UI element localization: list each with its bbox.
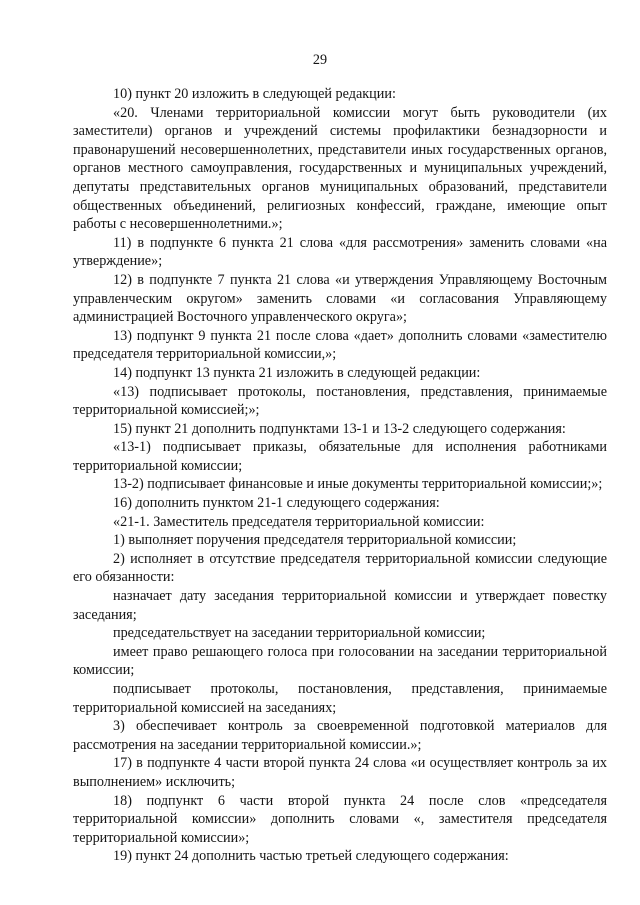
document-body: [73, 85, 607, 866]
paragraph-item-16: 16) дополнить пунктом 21-1 следующего содержания:: [113, 495, 440, 512]
paragraph-quote-13-2: 13-2) подписывает финансовые и иные документы территориальной комиссии;»;: [113, 476, 603, 493]
paragraph-item-10: 10) пункт 20 изложить в следующей редакции:: [113, 86, 396, 102]
paragraph-duty-schedule: назначает дату заседания территориальной комиссии и утверждает повестку заседания;: [73, 588, 607, 623]
paragraph-item-11: 11) в подпункте 6 пункта 21 слова «для рассмотрения» заменить словами «на утверждение»;: [73, 234, 607, 270]
paragraph-sub-3: 3) обеспечивает контроль за своевременной подготовкой материалов для рассмотрения на заседании территориальной комиссии.»;: [73, 718, 607, 753]
paragraph-quote-20: «20. Членами территориальной комиссии могут быть руководители (их заместители) органов и учреждений системы профилактики безнадзорности и правонарушений несовершеннолетних, представители иных государственных органов, органов местного самоуправления, государственных и муниципальных учреждений, депутаты представительных органов муниципальных образований, представители общественных объединений, религиозных конфессий, граждане, имеющие опыт работы с несовершеннолетними.»;: [73, 104, 607, 233]
paragraph-sub-2: 2) исполняет в отсутствие председателя территориальной комиссии следующие его обязанности:: [73, 550, 607, 586]
paragraph-duty-sign: подписывает протоколы, постановления, представления, принимаемые территориальной комиссией на заседаниях;: [73, 681, 607, 716]
paragraph-item-12: 12) в подпункте 7 пункта 21 слова «и утверждения Управляющему Восточным управленческим округом» заменить словами «и согласования Управляющему администрацией Восточного управленческого округа»;: [73, 271, 607, 326]
paragraph-quote-13: «13) подписывает протоколы, постановления, представления, принимаемые территориальной комиссией;»;: [73, 383, 607, 419]
paragraph-item-19: 19) пункт 24 дополнить частью третьей следующего содержания:: [113, 848, 509, 865]
paragraph-item-14: 14) подпункт 13 пункта 21 изложить в следующей редакции:: [113, 364, 481, 381]
page-number: 29: [312, 52, 328, 68]
paragraph-item-18: 18) подпункт 6 части второй пункта 24 после слов «председателя территориальной комиссии» дополнить словами «, заместителя председателя территориальной комиссии»;: [73, 792, 607, 846]
paragraph-item-15: 15) пункт 21 дополнить подпунктами 13-1 и 13-2 следующего содержания:: [113, 420, 566, 437]
paragraph-sub-1: 1) выполняет поручения председателя территориальной комиссии;: [113, 532, 517, 549]
paragraph-duty-vote: имеет право решающего голоса при голосовании на заседании территориальной комиссии;: [73, 643, 607, 679]
paragraph-duty-chair: председательствует на заседании территориальной комиссии;: [113, 625, 486, 642]
paragraph-item-17: 17) в подпункте 4 части второй пункта 24 слова «и осуществляет контроль за их выполнением» исключить;: [73, 755, 607, 790]
paragraph-quote-13-1: «13-1) подписывает приказы, обязательные для исполнения работниками территориальной комиссии;: [73, 439, 607, 474]
paragraph-item-13: 13) подпункт 9 пункта 21 после слова «дает» дополнить словами «заместителю председателя территориальной комиссии,»;: [73, 327, 607, 363]
paragraph-quote-21-1: «21-1. Заместитель председателя территориальной комиссии:: [113, 513, 485, 530]
